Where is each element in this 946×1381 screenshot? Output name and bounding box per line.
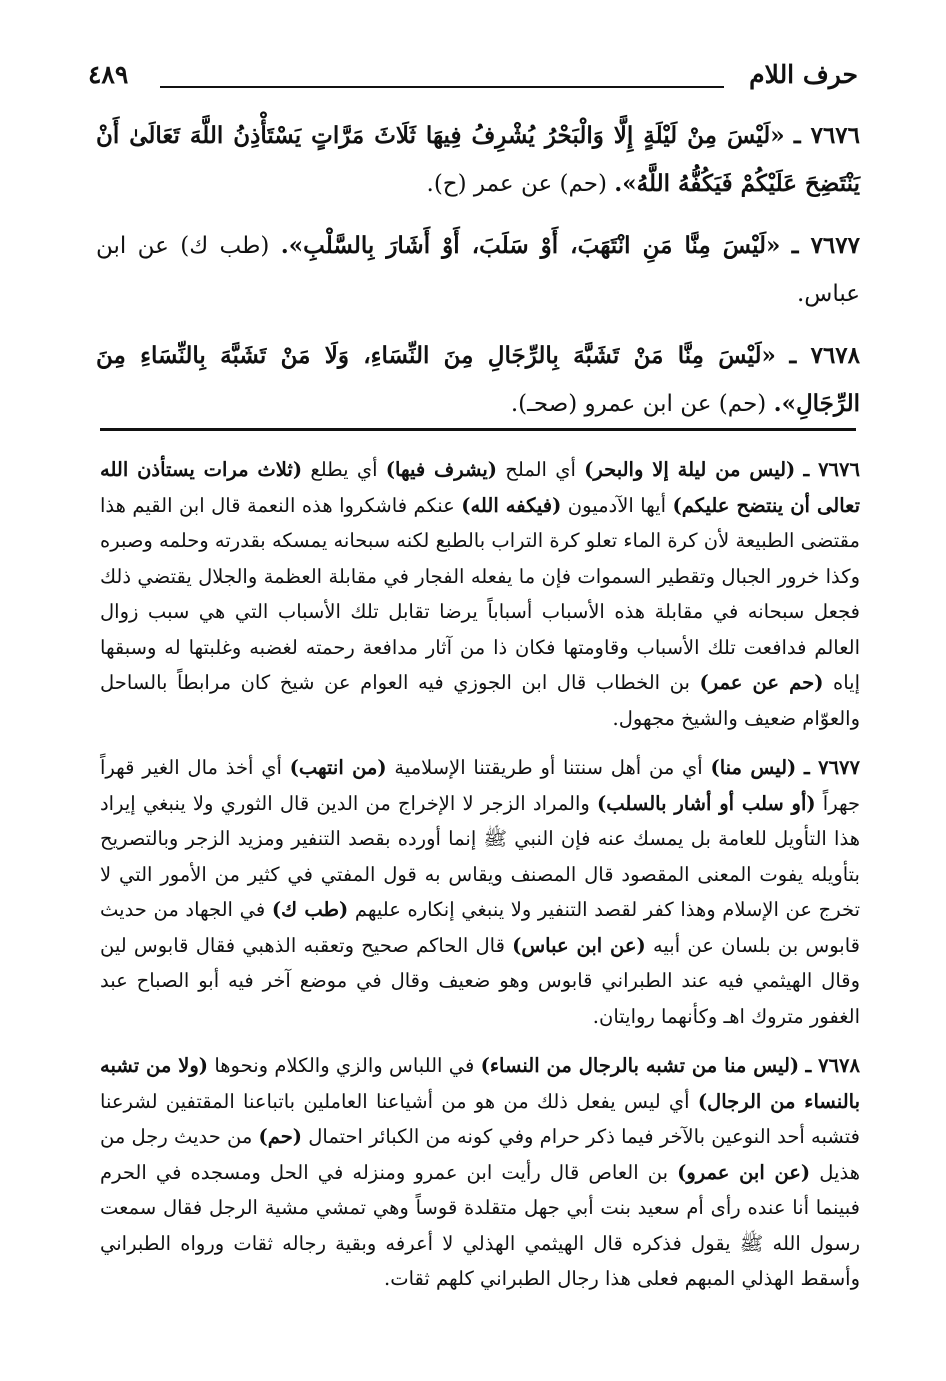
commentary-quote: (ليس من ليلة إلا والبحر) bbox=[584, 458, 796, 481]
commentary-quote: (عن ابن عباس) bbox=[512, 933, 646, 957]
commentary-quote: (فيكفه الله) bbox=[461, 493, 562, 517]
commentary-text: من حديث رجل من هذيل bbox=[100, 1125, 860, 1184]
commentary-number: ٧٦٧٨ ـ bbox=[805, 1054, 860, 1077]
commentary-text: والمراد الزجر لا الإخراج من الدين قال الثوري ولا ينبغي إيراد هذا التأويل للعامة بل يمسك عنه فإن النبي ﷺ إنما أورده بقصد التنفير ومزيد الزجر وبالتصريح بتأويله يفوت المعنى المقصود قال المصنف ويقاس به قول المفتي في كثير من الأمور التي لا تخرج عن الإسلام وهذا كفر لقصد التنفير ولا ينبغي إنكاره عليهم bbox=[100, 791, 861, 921]
commentary-text: أي أخذ مال الغير قهراً جهراً bbox=[100, 756, 860, 815]
commentary-quote: (حم) bbox=[258, 1125, 303, 1148]
commentary-quote: (ليس منا) bbox=[710, 756, 797, 779]
commentary-block bbox=[100, 452, 860, 1311]
hadith-entry bbox=[96, 332, 860, 428]
commentary-text: أي الملح bbox=[497, 458, 585, 481]
commentary-quote: (من انتهب) bbox=[289, 756, 387, 779]
hadith-reference: (طب ك) عن ابن عباس. bbox=[96, 233, 860, 307]
commentary-text: في الجهاد من حديث قابوس بن بلسان عن أبيه bbox=[100, 898, 860, 957]
commentary-text: عنكم فاشكروا هذه النعمة قال ابن القيم هذا مقتضى الطبيعة لأن كرة الماء تعلو كرة التراب بالطبع لكنه سبحانه يمسكه بقدرته وحلمه وصبره وكذا خرور الجبال وتقطير السموات فإن ما يفعله الفجار في مقابلة العظمة والجلال يقتضي ذلك فجعل سبحانه في مقابلة هذه الأسباب أسباباً يرضا تقابل تلك الأسباب التي هي سبب زوال العالم فدافعت تلك الأسباب وقاومتها فكان ذا من آثار مدافعة رحمته لغضبه وغلبتها له وسبقها إياه bbox=[100, 493, 861, 694]
hadith-text: «لَيْسَ مِنَّا مَنِ انْتَهَبَ، أَوْ سَلَبَ، أَوْ أَشَارَ بِالسَّلْبِ». bbox=[280, 232, 781, 259]
commentary-number: ٧٦٧٦ ـ bbox=[803, 458, 860, 481]
commentary-text: بن العاص قال رأيت ابن عمرو ومنزله في الحل ومسجده في الحرم فبينما أنا عنده رأى أم سعيد بنت أبي جهل متقلدة قوساً وهي تمشي مشية الرجل فقال سمعت رسول الله ﷺ يقول فذكره قال الهيثمي الهذلي لا أعرفه وبقية رجاله ثقات ورواه الطبراني وأسقط الهذلي المبهم فعلى هذا رجال الطبراني كلهم ثقات. bbox=[100, 1160, 860, 1290]
hadith-number: ٧٦٧٦ ـ bbox=[793, 122, 861, 149]
hadith-entry bbox=[96, 112, 860, 208]
commentary-quote: (عن ابن عمرو) bbox=[677, 1160, 811, 1184]
chapter-title: حرف اللام bbox=[749, 60, 858, 89]
commentary-entry bbox=[100, 452, 860, 736]
commentary-entry bbox=[100, 1048, 860, 1297]
commentary-quote: (حم عن عمر) bbox=[699, 671, 824, 694]
commentary-quote: (يشرف فيها) bbox=[385, 458, 498, 481]
commentary-quote: (ولا من تشبه بالنساء من الرجال) bbox=[100, 1054, 861, 1113]
hadith-text: «لَيْسَ مِنْ لَيْلَةٍ إِلَّا وَالْبَحْرُ يُشْرِفُ فِيهَا ثَلَاثَ مَرَّاتٍ يَسْتَأْذِنُ اللَّهَ تَعَالَىٰ أَنْ يَنْتَضِحَ عَلَيْكُمْ فَيَكُفُّهُ اللَّهُ». bbox=[96, 122, 860, 197]
commentary-quote: (طب ك) bbox=[271, 898, 349, 921]
hadith-block bbox=[96, 112, 860, 442]
hadith-reference: (حم) عن ابن عمرو (صحـ). bbox=[510, 391, 767, 417]
commentary-text: بن الخطاب قال ابن الجوزي فيه العوام عن شيخ كان مرابطاً بالساحل والعوّام ضعيف والشيخ مجهول. bbox=[100, 671, 860, 730]
hadith-number: ٧٦٧٨ ـ bbox=[789, 342, 861, 369]
hadith-text: «لَيْسَ مِنَّا مَنْ تَشَبَّهَ بِالرِّجَالِ مِنَ النِّسَاءِ، وَلَا مَنْ تَشَبَّهَ بِالنِّسَاءِ مِنَ الرِّجَالِ». bbox=[96, 342, 860, 417]
commentary-quote: (ثلاث مرات يستأذن الله تعالى أن ينتضح عليكم) bbox=[100, 458, 860, 517]
hadith-number: ٧٦٧٧ ـ bbox=[791, 232, 860, 259]
footnote-separator bbox=[100, 428, 856, 431]
commentary-text: أي ليس يفعل ذلك من هو من أشياعنا العاملين باتباعنا المقتفين لشرعنا فتشبه أحد النوعين بالآخر فيما ذكر حرام وفي كونه من الكبائر احتمال bbox=[100, 1089, 860, 1148]
page-number: ٤٨٩ bbox=[88, 60, 129, 89]
commentary-text: أي من أهل سنتنا أو طريقتنا الإسلامية bbox=[386, 756, 711, 779]
commentary-text: في اللباس والزي والكلام ونحوها bbox=[208, 1054, 481, 1077]
running-header bbox=[88, 56, 858, 100]
hadith-entry bbox=[96, 222, 860, 318]
commentary-text: أي يطلع bbox=[302, 458, 386, 481]
commentary-quote: (ليس منا من تشبه بالرجال من النساء) bbox=[480, 1054, 800, 1077]
commentary-quote: (أو سلب أو أشار بالسلب) bbox=[597, 791, 816, 815]
commentary-entry bbox=[100, 750, 860, 1034]
commentary-text: أيها الآدميون bbox=[561, 493, 673, 517]
commentary-text: قال الحاكم صحيح وتعقبه الذهبي فقال قابوس لين وقال الهيثمي فيه عند الطبراني قابوس وهو ضعيف وقال في موضع آخر فيه أبو الصباح عبد الغفور متروك اهـ وكأنهما روايتان. bbox=[100, 933, 860, 1028]
hadith-reference: (حم) عن عمر (ح). bbox=[426, 171, 607, 197]
header-rule bbox=[160, 86, 724, 88]
commentary-number: ٧٦٧٧ ـ bbox=[804, 756, 860, 779]
